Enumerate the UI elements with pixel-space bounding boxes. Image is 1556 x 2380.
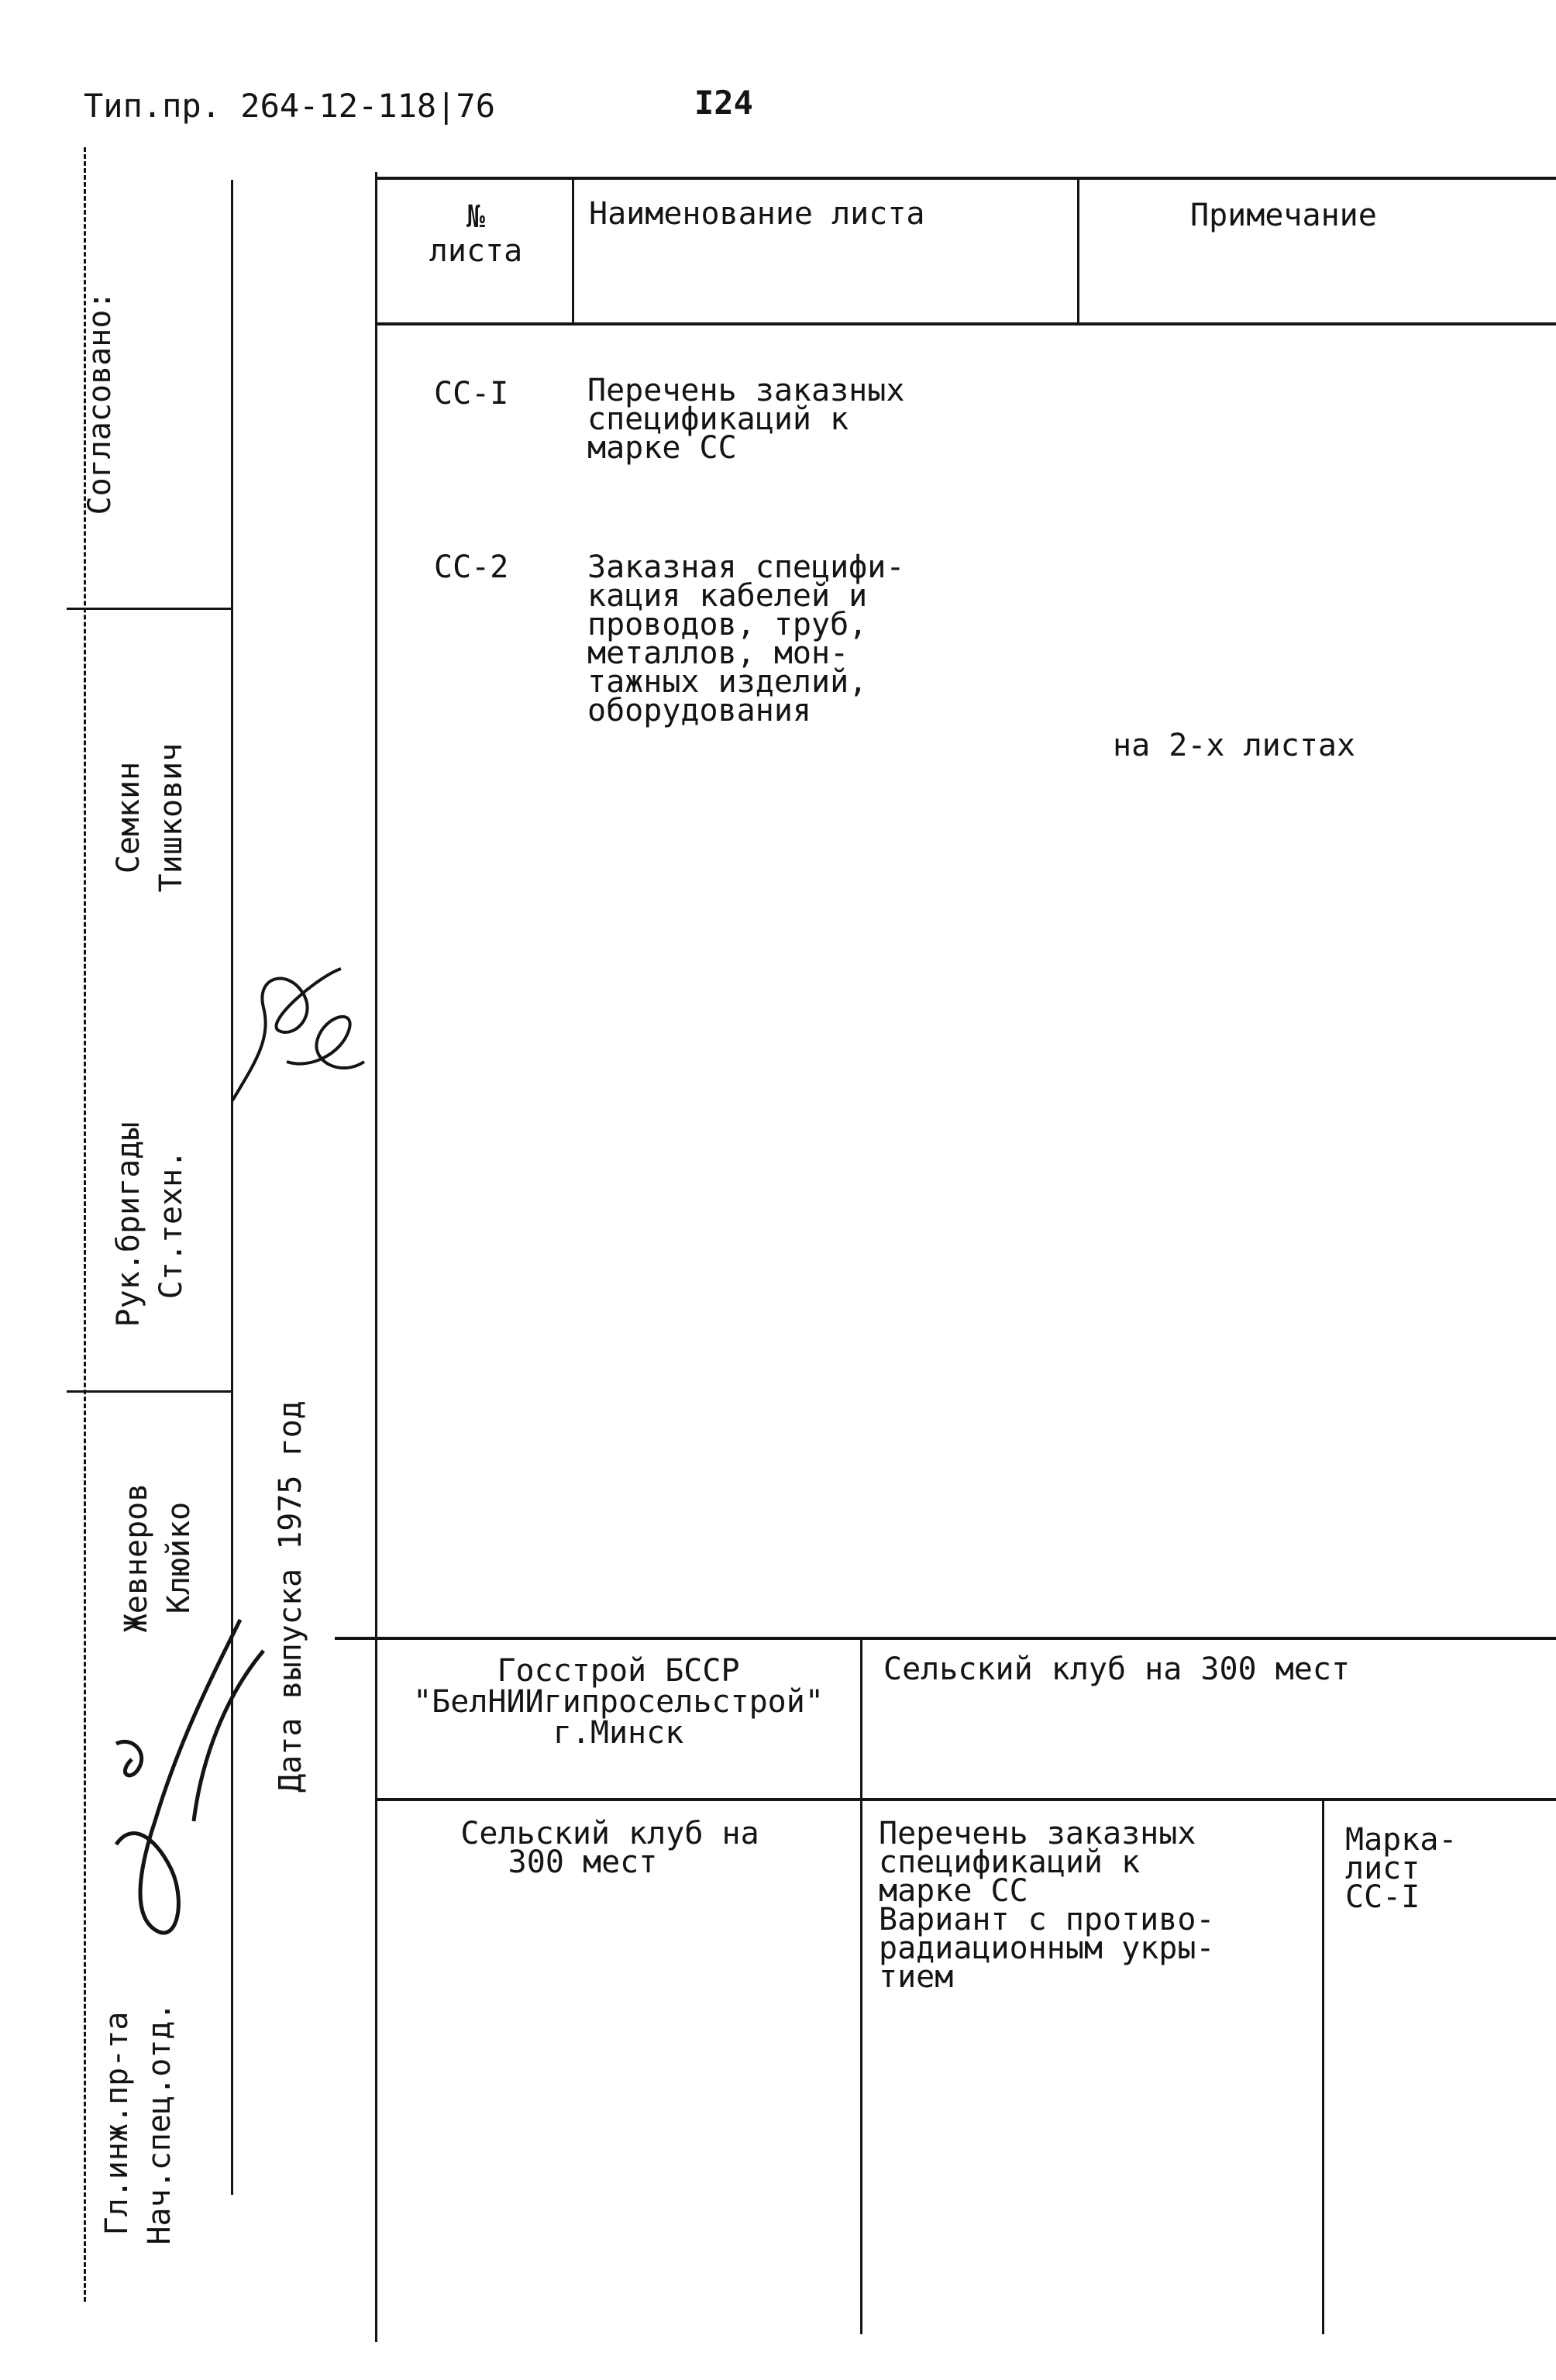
row-2-name-line: тажных изделий,: [587, 664, 868, 700]
names-block-1: [108, 701, 193, 934]
row-2-name: [587, 549, 905, 728]
header-col-divider-1: [572, 177, 574, 324]
stamp-mark: [1345, 1822, 1458, 1915]
stamp-col-divider: [860, 1637, 862, 2334]
col-name-header: Наименование листа: [589, 196, 925, 232]
object-line-1: Сельский клуб на: [460, 1816, 759, 1851]
org-line-2: "БелНИИгипросельстрой": [413, 1684, 824, 1720]
stamp-sheet-title: [879, 1816, 1215, 1995]
sheet-title-line: спецификаций к: [879, 1844, 1141, 1880]
header-bottom-border: [375, 322, 1556, 325]
stamp-project-title: Сельский клуб на 300 мест: [883, 1652, 1351, 1687]
release-date: Дата выпуска 1975 год: [273, 1400, 308, 1793]
name-klyuiko: Клюйко: [161, 1501, 197, 1614]
row-2-name-line: металлов, мон-: [587, 635, 849, 671]
org-line-3: г.Минск: [553, 1715, 684, 1751]
row-1-num: СС-I: [434, 376, 509, 412]
table-left-border: [375, 172, 377, 2342]
name-zhevnerov: Жевнеров: [119, 1483, 154, 1633]
signature-2: [85, 1589, 271, 1961]
sheet-title-line: Перечень заказных: [879, 1816, 1196, 1851]
stamp-object: [381, 1816, 838, 1880]
role-chief-engineer: Гл.инж.пр-та: [99, 2011, 135, 2236]
col-num-header: [384, 200, 567, 268]
margin-divider-2: [67, 1390, 232, 1393]
sheet-title-line: Вариант с противо-: [879, 1902, 1215, 1937]
row-1-name-line: марке СС: [587, 430, 737, 466]
sheet-title-line: марке СС: [879, 1873, 1028, 1909]
name-tishkovich: Тишкович: [153, 742, 189, 893]
sheet-title-line: тием: [879, 1959, 954, 1995]
row-2-num: СС-2: [434, 549, 509, 585]
stamp-middle-border: [375, 1798, 1556, 1801]
page-number: I24: [694, 84, 753, 122]
roles-block-1: [108, 1085, 193, 1364]
row-1-name-line: Перечень заказных: [587, 373, 905, 408]
stamp-top-border: [335, 1637, 1556, 1640]
margin-divider-1: [67, 608, 232, 610]
table-top-border: [375, 177, 1556, 180]
header-col-divider-2: [1077, 177, 1079, 324]
role-senior-tech: Ст.техн.: [153, 1149, 189, 1300]
row-2-name-line: проводов, труб,: [587, 607, 868, 642]
sheet-title-line: радиационным укры-: [879, 1931, 1215, 1966]
row-2-name-line: оборудования: [587, 693, 811, 728]
row-2-note: на 2-х листах: [1113, 728, 1356, 763]
name-semkin: Семкин: [111, 761, 146, 874]
col-note-header: Примечание: [1190, 198, 1377, 233]
mark-line: Марка-: [1345, 1822, 1458, 1858]
stamp-mark-divider: [1322, 1800, 1324, 2334]
row-2-name-line: Заказная специфи-: [587, 549, 905, 585]
signature-1: [209, 945, 380, 1131]
mark-line: СС-I: [1345, 1879, 1420, 1915]
role-brigade-head: Рук.бригады: [111, 1121, 146, 1328]
org-line-1: Госстрой БССР: [497, 1653, 740, 1689]
role-dept-head: Нач.спец.отд.: [142, 2002, 177, 2245]
row-2-name-line: кация кабелей и: [587, 578, 868, 614]
row-1-name: [587, 373, 905, 466]
col-num-symbol: №: [466, 199, 486, 235]
roles-block-2: [96, 1996, 181, 2251]
row-1-name-line: спецификаций к: [587, 401, 849, 437]
col-num-word: листа: [429, 233, 523, 269]
stamp-organization: [381, 1653, 855, 1751]
document-code: Тип.пр. 264-12-118|76: [84, 87, 496, 125]
mark-line: лист: [1345, 1851, 1420, 1886]
agreed-label: Согласовано:: [82, 291, 118, 515]
object-line-2: 300 мест: [508, 1844, 658, 1880]
